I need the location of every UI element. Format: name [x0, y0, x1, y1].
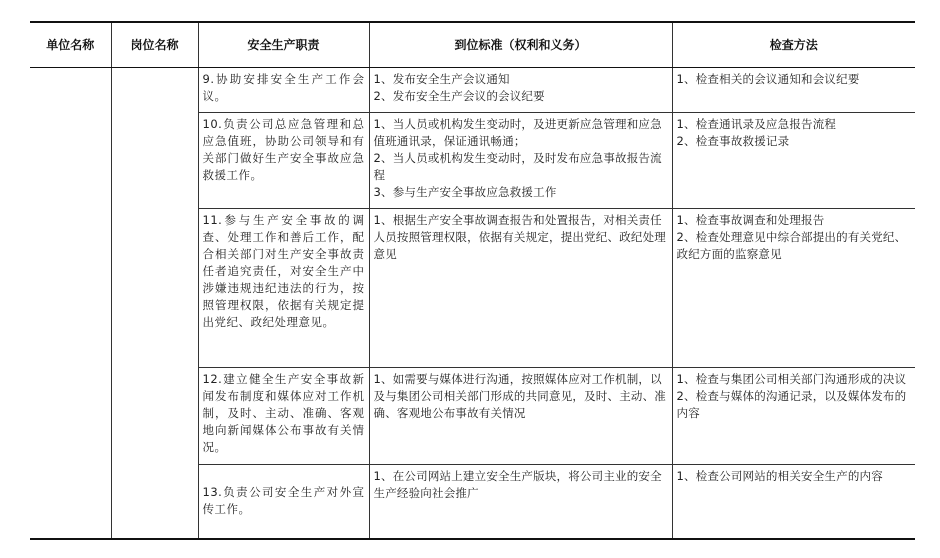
standard-line: 1、发布安全生产会议通知 — [373, 72, 510, 86]
standard-line: 2、当人员或机构发生变动时，及时发布应急事故报告流程 — [373, 151, 662, 182]
post-cell — [111, 68, 198, 539]
standard-cell — [369, 68, 672, 113]
standard-cell — [369, 209, 672, 368]
duty-text: 13.负责公司安全生产对外宣传工作。 — [202, 485, 365, 517]
unit-cell — [30, 68, 111, 539]
header-post: 岗位名称 — [111, 22, 198, 68]
check-line: 1、检查与集团公司相关部门沟通形成的决议 — [676, 372, 907, 386]
check-line: 1、检查通讯录及应急报告流程 — [676, 117, 837, 131]
check-cell — [672, 68, 915, 113]
standard-line: 1、当人员或机构发生变动时，及进更新应急管理和应急值班通讯录，保证通讯畅通； — [373, 117, 662, 148]
standard-line: 2、发布安全生产会议的会议纪要 — [373, 89, 545, 103]
header-standard: 到位标准（权利和义务） — [369, 22, 672, 68]
responsibility-table — [30, 21, 915, 540]
check-line: 2、检查与媒体的沟通记录，以及媒体发布的内容 — [676, 389, 907, 420]
header-row — [30, 22, 915, 68]
check-cell — [672, 368, 915, 465]
header-check: 检查方法 — [672, 22, 915, 68]
standard-line: 3、参与生产安全事故应急救援工作 — [373, 185, 557, 199]
standard-cell — [369, 368, 672, 465]
check-cell — [672, 113, 915, 209]
standard-line: 1、根据生产安全事故调查报告和处置报告，对相关责任人员按照管理权限，依据有关规定，提出党纪、政纪处理意见 — [373, 213, 666, 261]
duty-cell: 9.协助安排安全生产工作会议。 — [198, 68, 369, 113]
duty-cell: 11.参与生产安全事故的调查、处理工作和善后工作，配合相关部门对生产安全事故责任者追究责任，对安全生产中涉嫌违规违纪违法的行为，按照管理权限，依据有关规定提出党纪、政纪处理意见。 — [198, 209, 369, 368]
table-row — [30, 68, 915, 113]
standard-line: 1、如需要与媒体进行沟通，按照媒体应对工作机制，以及与集团公司相关部门形成的共同意见，及时、主动、准确、客观地公布事故有关情况 — [373, 372, 666, 420]
standard-cell — [369, 465, 672, 539]
check-cell — [672, 465, 915, 539]
check-cell — [672, 209, 915, 368]
duty-cell: 12.建立健全生产安全事故新闻发布制度和媒体应对工作机制，及时、主动、准确、客观地向新闻媒体公布事故有关情况。 — [198, 368, 369, 465]
check-line: 2、检查事故救援记录 — [676, 134, 790, 148]
check-line: 1、检查事故调查和处理报告 — [676, 213, 825, 227]
duty-cell — [198, 465, 369, 539]
check-line: 1、检查公司网站的相关安全生产的内容 — [676, 469, 883, 483]
check-line: 1、检查相关的会议通知和会议纪要 — [676, 72, 860, 86]
check-line: 2、检查处理意见中综合部提出的有关党纪、政纪方面的监察意见 — [676, 230, 907, 261]
standard-line: 1、在公司网站上建立安全生产版块，将公司主业的安全生产经验向社会推广 — [373, 469, 662, 500]
standard-cell — [369, 113, 672, 209]
duty-cell: 10.负责公司总应急管理和总应急值班，协助公司领导和有关部门做好生产安全事故应急救援工作。 — [198, 113, 369, 209]
header-duty: 安全生产职责 — [198, 22, 369, 68]
header-unit: 单位名称 — [30, 22, 111, 68]
